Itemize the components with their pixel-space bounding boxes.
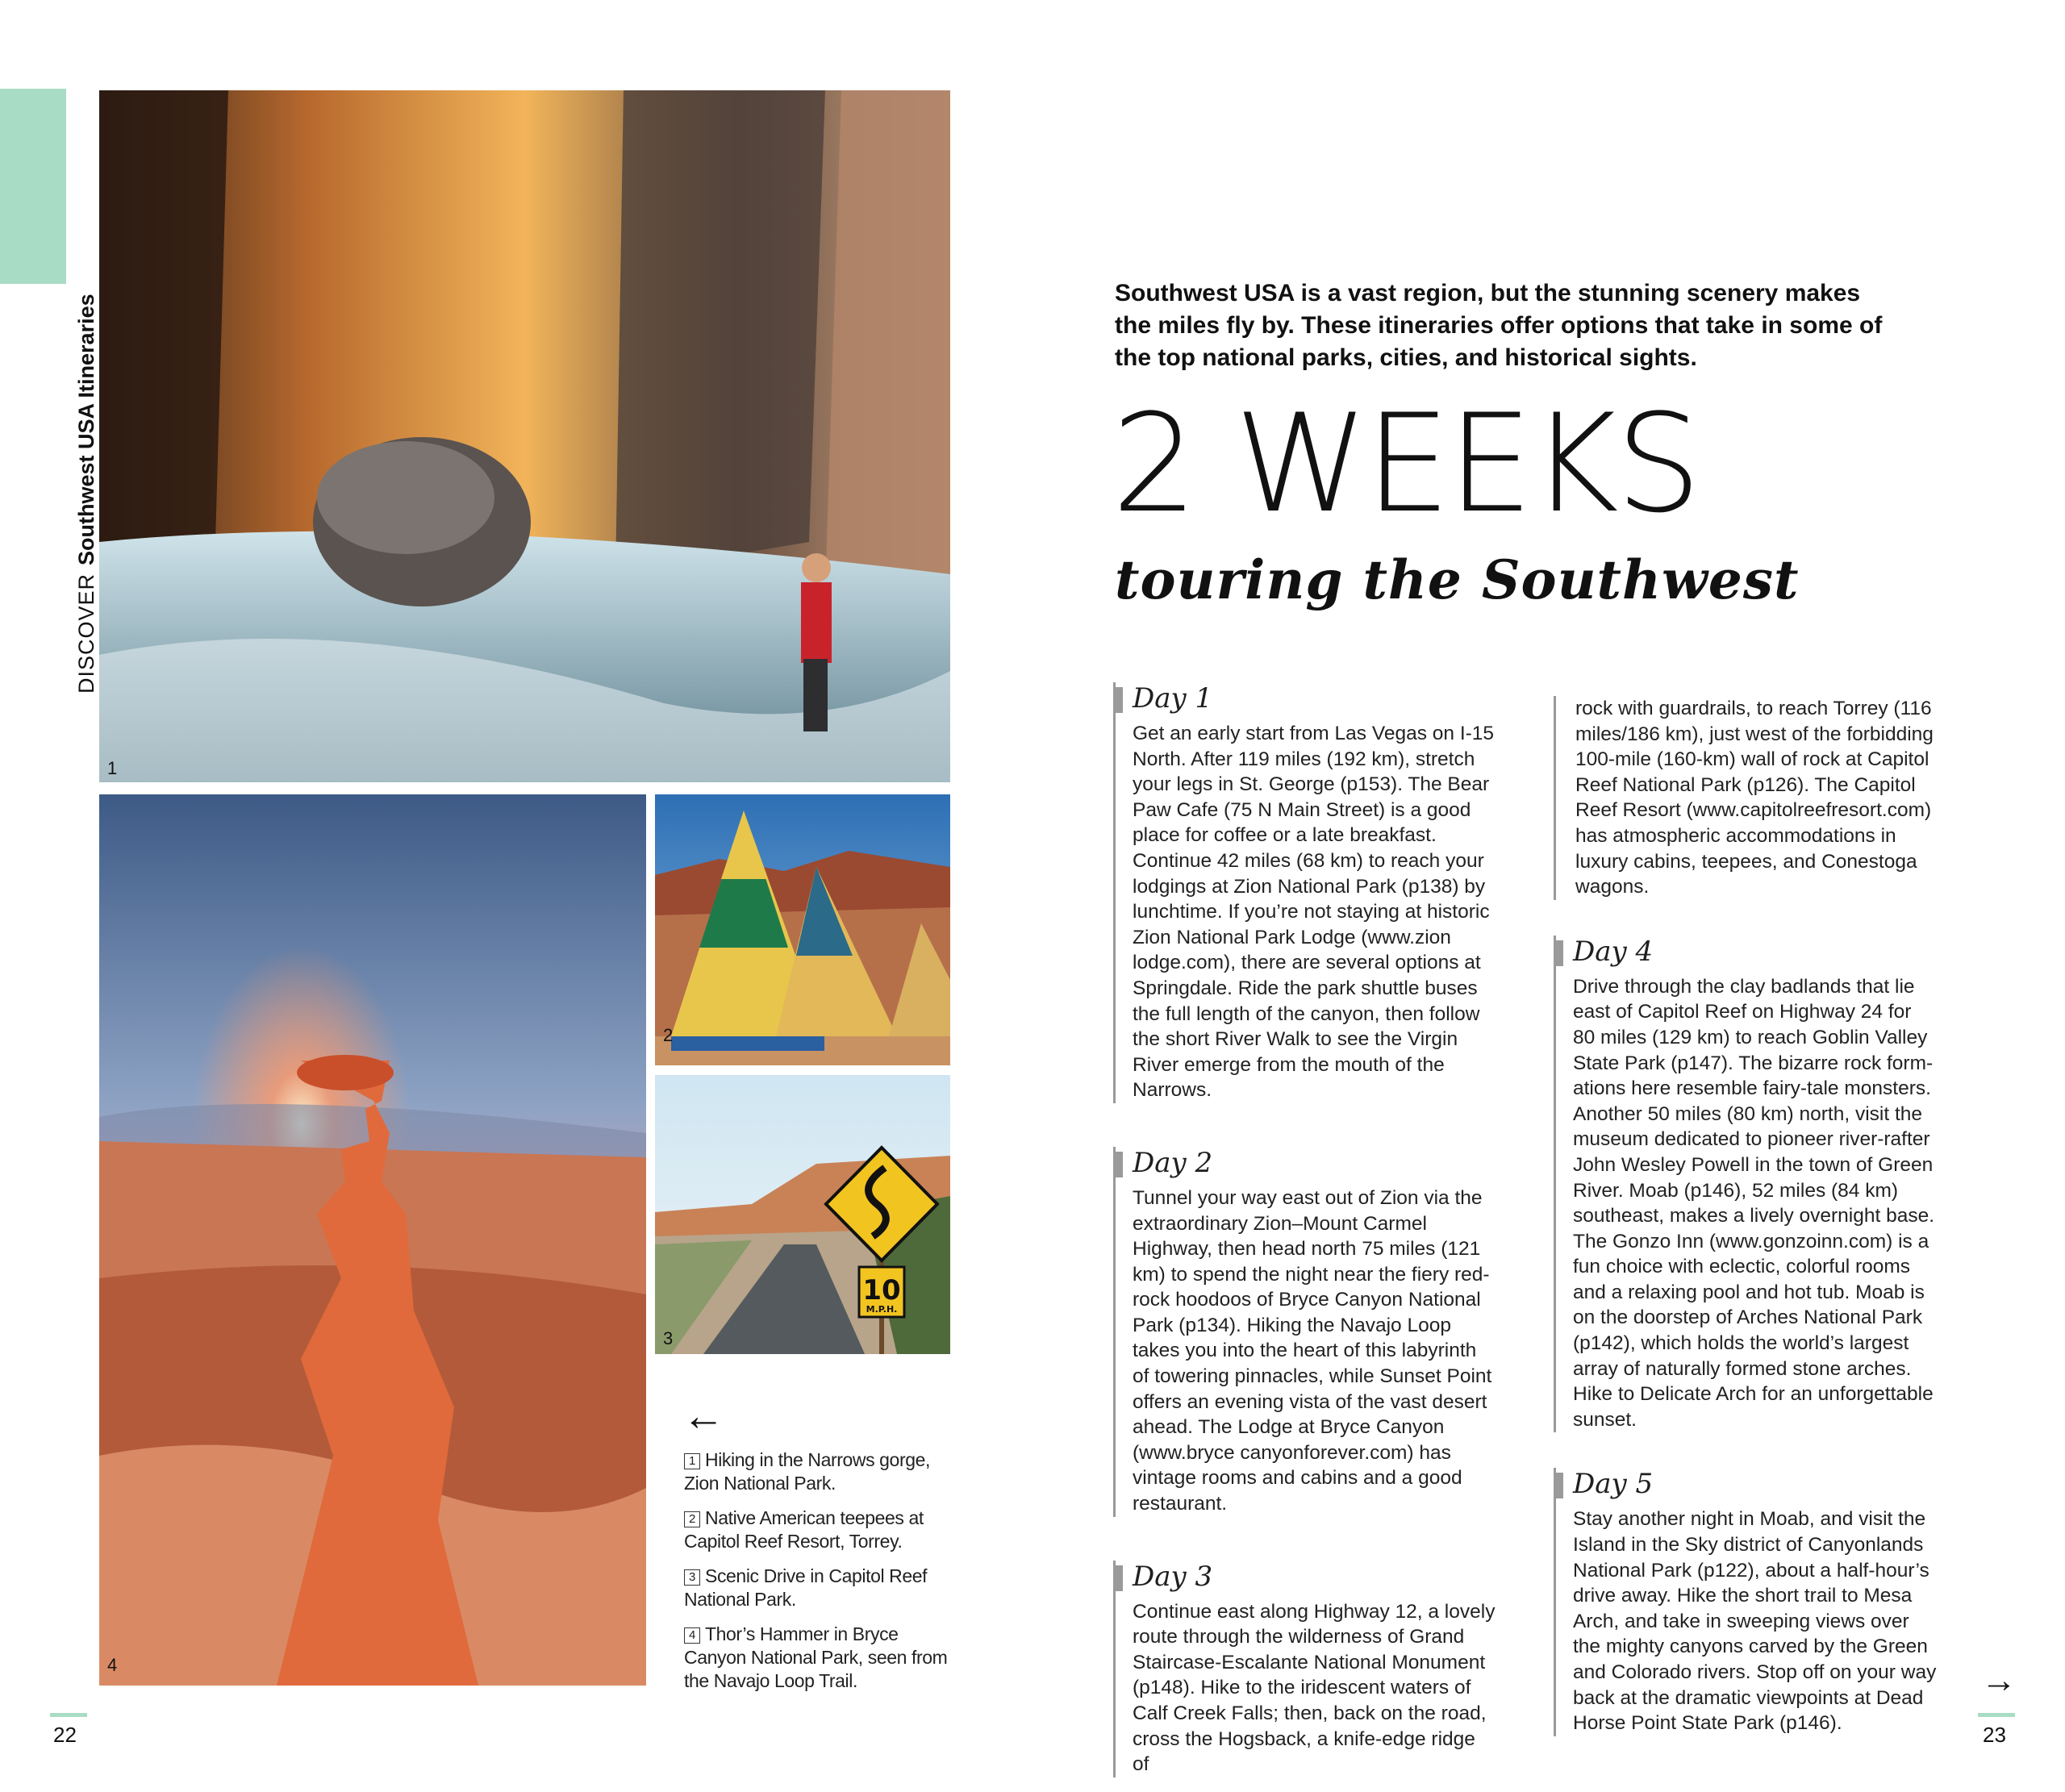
teepees-photo [655,794,950,1065]
narrows-photo [99,90,950,782]
day-3 [1113,1561,1497,1777]
photo-captions [684,1448,958,1704]
photo-number: 1 [107,758,118,778]
caption: 2 Native American teepees at Capitol Reef Resort, Torrey. [684,1507,924,1552]
photo-number: 3 [663,1328,674,1348]
caption: 3 Scenic Drive in Capitol Reef National Park. [684,1565,928,1610]
caption: 4 Thor’s Hammer in Bryce Canyon National Park, seen from the Navajo Loop Trail. [684,1623,948,1691]
discover-label: DISCOVER [74,573,98,694]
caption: 1 Hiking in the Narrows gorge, Zion National Park. [684,1449,930,1494]
section-name: Southwest USA Itineraries [74,294,98,565]
page-number-right: 23 [1983,1723,2006,1747]
page-number-left: 22 [53,1723,77,1747]
day-body: Tunnel your way east out of Zion via the extraordinary Zion–Mount Carmel Highway, then head north 75 miles (121 km) to spend the night near the fiery red-rock hoodoos of Bryce Canyon National Park (p134). Hiking the Navajo Loop takes you into the heart of this labyrinth of towering pinnacles, while Sunset Point offers an evening vista of the vast desert ahead. The Lodge at Bryce Canyon (www.bryce canyonforever.com) has vintage rooms and cabins and a good restaurant. [1133,1186,1492,1515]
previous-arrow: ← [682,1393,724,1440]
day-heading: Day 3 [1133,1561,1497,1593]
day-heading: Day 4 [1573,936,1938,968]
day-2 [1113,1147,1497,1517]
day-3-continued [1554,696,1938,900]
day-4 [1554,936,1938,1433]
page-title: 2 WEEKS [1112,385,1699,543]
road-sign-photo [655,1075,950,1354]
day-heading: Day 2 [1133,1147,1497,1179]
next-arrow: → [1981,1661,2017,1700]
day-body: Stay another night in Moab, and visit the Island in the Sky district of Canyonlands National Park (p122), about a half-hour’s drive away. Hike the short trail to Mesa Arch, and take in sweeping views over the mighty canyons carved by the Green and Colorado rivers. Stop off on your way back at the dramatic viewpoints at Dead Horse Point State Park (p146). [1573,1508,1937,1735]
thors-hammer-photo [99,794,646,1686]
day-body: Continue east along Highway 12, a lovely route through the wilderness of Grand Staircase-Escalante National Monument (p148). Hike to the iridescent waters of Calf Creek Falls; then, back on the road, cross the Hogsback, a knife-edge ridge of [1133,1600,1496,1776]
day-5 [1554,1468,1938,1736]
intro-paragraph: Southwest USA is a vast region, but the stunning scenery makes the miles fly by. These itineraries offer options that take in some of the top national parks, cities, and historical sights. [1115,280,1883,371]
svg-text:10: 10 [862,1274,901,1306]
day-body: Get an early start from Las Vegas on I-15 North. After 119 miles (192 km), stretch your legs in St. George (p153). The Bear Paw Cafe (75 N Main Street) is a good place for coffee or a late breakfast. Continue 42 miles (68 km) to reach your lodgings at Zion National Park (p138) by lunchtime. If you’re not staying at historic Zion National Park Lodge (www.zion lodge.com), there are several options at Springdale. Ride the park shuttle buses the full length of the canyon, then follow the short River Walk to see the Virgin River emerge from the mouth of the Narrows. [1133,723,1495,1102]
photo-number: 2 [663,1025,674,1045]
day-body: Drive through the clay badlands that lie east of Capitol Reef on Highway 24 for 80 miles (129 km) to reach Goblin Valley State Park (p147). The bizarre rock form-ations here resemble fairy-tale monsters. Another 50 miles (80 km) north, visit the museum dedicated to pioneer river-rafter John Wesley Powell in the town of Green River. Moab (p146), 52 miles (84 km) southeast, makes a lively overnight base. The Gonzo Inn (www.gonzoinn.com) is a fun choice with eclectic, colorful rooms and a relaxing pool and hot tub. Moab is on the doorstep of Arches National Park (p142), which holds the world’s largest array of naturally formed stone arches. Hike to Delicate Arch for an unforgettable sunset. [1573,975,1935,1431]
page-marker-right [1978,1713,2015,1717]
svg-text:M.P.H.: M.P.H. [866,1304,898,1315]
page-subtitle: touring the Southwest [1115,548,1800,611]
day-heading: Day 5 [1573,1468,1938,1500]
day-1 [1113,682,1497,1103]
section-tab [0,89,66,284]
itinerary-column-left [1113,682,1497,1777]
photo-number: 4 [107,1655,118,1675]
day-body: rock with guardrails, to reach Torrey (116 miles/186 km), just west of the forbidding 100-mile (160-km) wall of rock at Capitol Reef National Park (p126). The Capitol Reef Resort (www.capitolreefresort.com) has atmospheric accommodations in luxury cabins, teepees, and Conestoga wagons. [1575,698,1934,898]
itinerary-column-right [1554,696,1938,1736]
section-label [74,274,99,694]
day-heading: Day 1 [1133,682,1497,715]
page-marker-left [50,1713,87,1717]
